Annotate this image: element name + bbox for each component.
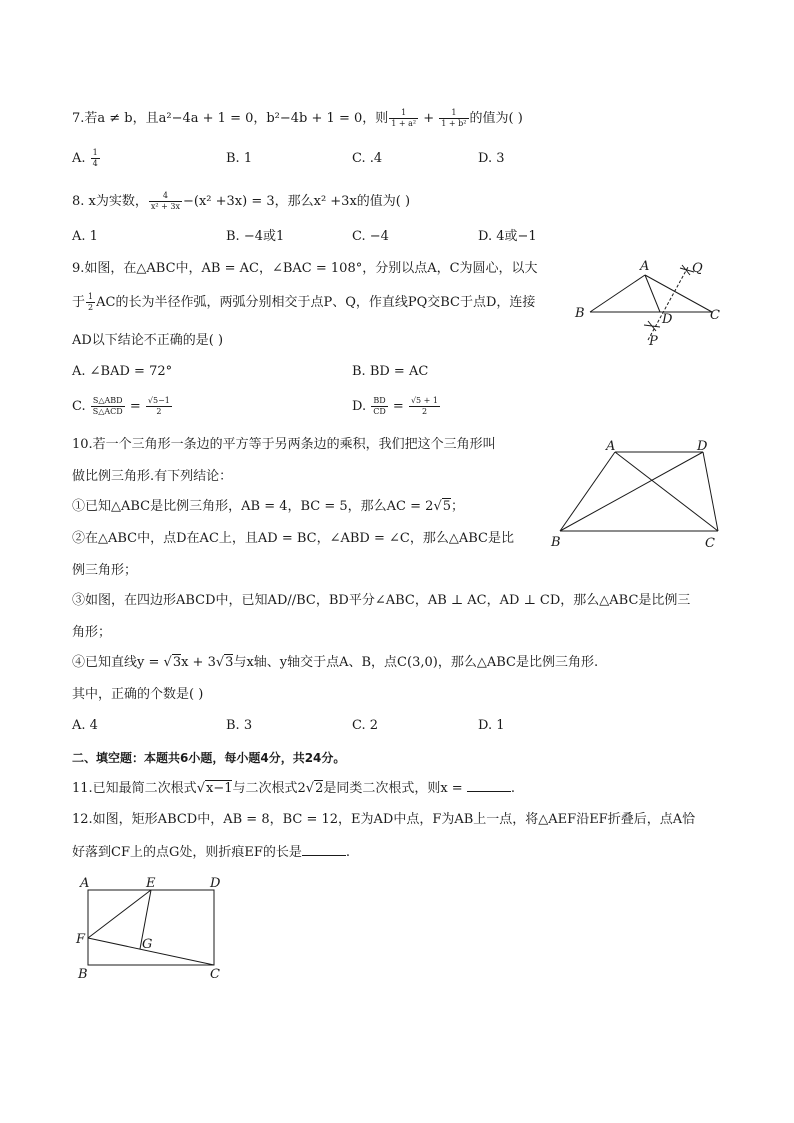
q9-triangle-figure xyxy=(570,255,730,350)
q12-label-d: D xyxy=(210,876,221,891)
q8-fraction: $\frac{4}{\text{x² + 3x}}$ xyxy=(150,191,180,211)
q12-segment-fe xyxy=(88,890,151,938)
question-12-line-2: 好落到CF上的点G处，则折痕EF的长是 . xyxy=(72,845,351,860)
q12-answer-blank xyxy=(302,843,346,856)
question-9-line-1: 9.如图，在△ABC中，AB = AC，∠BAC = 108°，分别以点A，C为圆心，以大 xyxy=(72,261,538,276)
q10-option-d: D. 1 xyxy=(478,718,505,733)
q10-label-b: B xyxy=(551,535,561,550)
q7-fraction-1: $\frac{1}{\text{1 + a²}}$ xyxy=(391,108,417,128)
question-10-line-1: 10.若一个三角形一条边的平方等于另两条边的乘积，我们把这个三角形叫 xyxy=(72,437,496,452)
q8-option-a: A. 1 xyxy=(72,229,98,244)
q9-segment-ab xyxy=(590,275,645,312)
q10-segment-bd xyxy=(560,452,703,531)
question-7-stem: 7.若a ≠ b，且a²−4a + 1 = 0，b²−4b + 1 = 0，则 $\frac{1}{\text{1 + a²}}$ + $\frac{1}{\text{1 + b²}}$ 的值为( ) xyxy=(72,108,523,128)
q10-label-c: C xyxy=(705,536,715,551)
question-10-statement-1: ①已知△ABC是比例三角形，AB = 4，BC = 5，那么AC = 2√5； xyxy=(72,499,465,514)
q11-answer-blank xyxy=(467,779,511,792)
q9-label-b: B xyxy=(575,306,585,321)
q9-label-q: Q xyxy=(692,261,703,276)
q7-option-d: D. 3 xyxy=(478,151,505,166)
q9-label-p: P xyxy=(649,334,658,349)
q12-rectangle-abcd xyxy=(88,890,214,965)
q12-label-a: A xyxy=(80,876,90,891)
q10-segment-ab xyxy=(560,452,615,531)
q8-option-c: C. −4 xyxy=(352,229,389,244)
q7-option-c: C. .4 xyxy=(352,151,383,166)
q12-label-e: E xyxy=(146,876,156,891)
q9-segment-ac xyxy=(645,275,712,312)
question-10-statement-3-cont: 角形； xyxy=(72,625,112,640)
q12-label-f: F xyxy=(76,932,86,947)
q9-option-a: A. ∠BAD = 72° xyxy=(72,364,173,379)
question-8-stem: 8. x为实数， $\frac{4}{\text{x² + 3x}}$ −(x² +3x) = 3，那么x² +3x的值为( ) xyxy=(72,191,411,211)
section-2-heading: 二、填空题：本题共6小题，每小题4分，共24分。 xyxy=(72,751,346,765)
q9-option-c: C. $\frac{\text{S△ABD}}{\text{S△ACD}}$ = $\frac{√5-1}{2}$ xyxy=(72,396,170,416)
q9-option-b: B. BD = AC xyxy=(352,364,429,379)
question-10-prompt: 其中，正确的个数是( ) xyxy=(72,687,204,702)
question-10-line-2: 做比例三角形.有下列结论： xyxy=(72,469,233,484)
question-10-statement-3: ③如图，在四边形ABCD中，已知AD//BC，BD平分∠ABC，AB ⊥ AC，AD ⊥ CD，那么△ABC是比例三 xyxy=(72,593,691,608)
question-11: 11.已知最简二次根式√x−1与二次根式2√2是同类二次根式，则x = . xyxy=(72,781,515,796)
q10-trapezoid-figure xyxy=(545,436,735,554)
q9-option-d: D. $\frac{BD}{CD}$ = $\frac{√5 + 1}{2}$ xyxy=(352,396,439,416)
q10-option-c: C. 2 xyxy=(352,718,379,733)
q9-label-d: D xyxy=(662,312,673,327)
q10-segment-ac xyxy=(615,452,718,531)
question-9-line-3: AD以下结论不正确的是( ) xyxy=(72,333,224,348)
q7-option-a: A. $\frac{1}{4}$ xyxy=(72,148,98,168)
question-9-line-2: 于 $\frac{1}{2}$ AC的长为半径作弧，两弧分别相交于点P、Q，作直线PQ交BC于点D，连接 xyxy=(72,292,536,312)
q12-label-c: C xyxy=(210,967,220,982)
q12-label-b: B xyxy=(78,967,88,982)
question-10-statement-2-cont: 例三角形； xyxy=(72,563,138,578)
q9-label-a: A xyxy=(640,259,650,274)
q8-option-d: D. 4或−1 xyxy=(478,229,537,244)
q8-option-b: B. −4或1 xyxy=(226,229,285,244)
question-12-line-1: 12.如图，矩形ABCD中，AB = 8，BC = 12，E为AD中点，F为AB上一点，将△AEF沿EF折叠后，点A恰 xyxy=(72,812,696,827)
q12-label-g: G xyxy=(142,937,153,952)
q9-label-c: C xyxy=(710,308,720,323)
q9-arc-p xyxy=(644,321,660,331)
q10-label-d: D xyxy=(697,439,708,454)
question-10-statement-2: ②在△ABC中，点D在AC上，且AD = BC，∠ABD = ∠C，那么△ABC是比 xyxy=(72,531,514,546)
q10-option-b: B. 3 xyxy=(226,718,253,733)
q10-option-a: A. 4 xyxy=(72,718,98,733)
q9-segment-ad xyxy=(645,275,660,312)
q10-label-a: A xyxy=(606,439,616,454)
q7-fraction-2: $\frac{1}{\text{1 + b²}}$ xyxy=(441,108,467,128)
question-10-statement-4: ④已知直线y = √3x + 3√3与x轴、y轴交于点A、B，点C(3,0)，那么△ABC是比例三角形. xyxy=(72,655,599,670)
q12-rectangle-figure xyxy=(72,872,232,984)
q10-segment-dc xyxy=(703,452,718,531)
q7-option-b: B. 1 xyxy=(226,151,253,166)
